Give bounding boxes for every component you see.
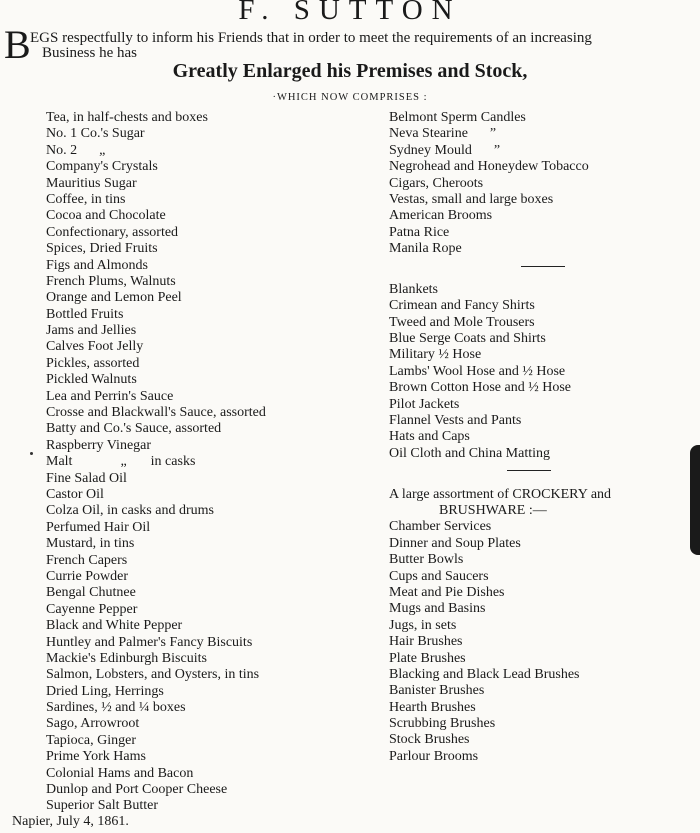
ditto-mark: ” bbox=[489, 126, 497, 142]
list-item: Lea and Perrin's Sauce bbox=[46, 388, 174, 404]
list-item: Prime York Hams bbox=[46, 749, 146, 765]
list-item: Belmont Sperm Candles bbox=[389, 110, 526, 125]
list-item: No. 1 Co.'s Sugar bbox=[46, 126, 145, 142]
list-item: Pilot Jackets bbox=[389, 396, 460, 412]
list-item: Superior Salt Butter bbox=[46, 798, 158, 814]
ditto-mark: „ bbox=[99, 142, 106, 158]
list-item: Black and White Pepper bbox=[46, 618, 183, 634]
list-item: Castor Oil bbox=[46, 486, 104, 502]
grocery-list bbox=[46, 110, 266, 815]
divider-rule bbox=[521, 266, 565, 267]
list-item: Bengal Chutnee bbox=[46, 585, 136, 601]
list-item: Colonial Hams and Bacon bbox=[46, 765, 194, 781]
drop-cap: B bbox=[4, 22, 31, 67]
list-item: Jugs, in sets bbox=[389, 617, 457, 633]
list-item: Salmon, Lobsters, and Oysters, in tins bbox=[46, 667, 260, 683]
list-item: Sago, Arrowroot bbox=[46, 716, 140, 732]
list-item: Dunlop and Port Cooper Cheese bbox=[46, 782, 228, 798]
sundries-list bbox=[389, 110, 611, 765]
list-item: Orange and Lemon Peel bbox=[46, 290, 182, 306]
section-divider bbox=[389, 266, 611, 282]
dateline: Napier, July 4, 1861. bbox=[12, 814, 129, 829]
in-casks-note: in casks bbox=[150, 454, 196, 470]
list-item: Crosse and Blackwall's Sauce, assorted bbox=[46, 405, 266, 421]
ink-blot bbox=[690, 445, 700, 555]
list-item: Cayenne Pepper bbox=[46, 601, 138, 617]
ditto-mark: ” bbox=[493, 142, 501, 158]
list-item: Perfumed Hair Oil bbox=[46, 519, 151, 535]
list-item: Neva Stearine ” bbox=[389, 126, 497, 142]
list-item: Confectionary, assorted bbox=[46, 224, 179, 240]
list-item: Malt „ in casks bbox=[46, 454, 196, 470]
ditto-mark: „ bbox=[120, 454, 127, 470]
list-item: Blankets bbox=[389, 281, 438, 297]
list-item: Spices, Dried Fruits bbox=[46, 241, 158, 257]
list-item: French Capers bbox=[46, 552, 128, 568]
list-item: Hearth Brushes bbox=[389, 699, 476, 715]
list-item: Bottled Fruits bbox=[46, 306, 124, 322]
list-item: Hair Brushes bbox=[389, 634, 463, 650]
list-item: Jams and Jellies bbox=[46, 323, 137, 339]
list-item: Brown Cotton Hose and ½ Hose bbox=[389, 380, 571, 396]
list-item: Banister Brushes bbox=[389, 683, 485, 699]
subheadline: ·WHICH NOW COMPRISES : bbox=[272, 92, 428, 103]
list-item: Pickles, assorted bbox=[46, 355, 140, 371]
list-item: Blue Serge Coats and Shirts bbox=[389, 331, 546, 347]
list-item: Vestas, small and large boxes bbox=[389, 191, 554, 207]
list-item: Plate Brushes bbox=[389, 650, 466, 666]
list-item: Tapioca, Ginger bbox=[46, 732, 136, 748]
list-item: Tea, in half-chests and boxes bbox=[46, 110, 208, 125]
list-item: Flannel Vests and Pants bbox=[389, 413, 522, 429]
list-item: Cigars, Cheroots bbox=[389, 175, 484, 191]
list-item: Fine Salad Oil bbox=[46, 470, 127, 486]
list-item: Military ½ Hose bbox=[389, 347, 482, 363]
list-item: Batty and Co.'s Sauce, assorted bbox=[46, 421, 222, 437]
list-item: Figs and Almonds bbox=[46, 257, 148, 273]
list-item: Colza Oil, in casks and drums bbox=[46, 503, 214, 519]
ink-dot bbox=[30, 452, 33, 455]
divider-rule bbox=[507, 470, 551, 471]
list-item: Sydney Mould ” bbox=[389, 142, 501, 158]
list-item: Crimean and Fancy Shirts bbox=[389, 298, 535, 314]
list-item: Mackie's Edinburgh Biscuits bbox=[46, 650, 207, 666]
advertiser-name: F. SUTTON bbox=[238, 0, 462, 26]
list-item: Negrohead and Honeydew Tobacco bbox=[389, 159, 589, 175]
list-item: Mugs and Basins bbox=[389, 601, 486, 617]
list-item: Raspberry Vinegar bbox=[46, 437, 152, 453]
list-item: Parlour Brooms bbox=[389, 748, 479, 764]
list-item: Blacking and Black Lead Brushes bbox=[389, 666, 580, 682]
list-item: Manila Rope bbox=[389, 241, 462, 257]
list-item: American Brooms bbox=[389, 208, 493, 224]
list-item: Oil Cloth and China Matting bbox=[389, 445, 550, 461]
list-item: Meat and Pie Dishes bbox=[389, 584, 505, 600]
list-item: Dried Ling, Herrings bbox=[46, 683, 164, 699]
crockery-heading-line-1: A large assortment of CROCKERY and bbox=[389, 486, 612, 502]
section-divider bbox=[389, 470, 611, 486]
list-item: Huntley and Palmer's Fancy Biscuits bbox=[46, 634, 253, 650]
headline: Greatly Enlarged his Premises and Stock, bbox=[172, 60, 528, 82]
list-item: Cups and Saucers bbox=[389, 568, 489, 584]
list-item: French Plums, Walnuts bbox=[46, 273, 176, 289]
list-item: Cocoa and Chocolate bbox=[46, 208, 166, 224]
list-item: No. 2 „ bbox=[46, 142, 106, 158]
list-item: Mustard, in tins bbox=[46, 536, 135, 552]
list-item: Pickled Walnuts bbox=[46, 372, 137, 388]
intro-line-1: EGS respectfully to inform his Friends that in order to meet the requirements of an increasing bbox=[30, 30, 592, 46]
list-item: Coffee, in tins bbox=[46, 191, 126, 207]
list-item: Scrubbing Brushes bbox=[389, 716, 496, 732]
list-item: Stock Brushes bbox=[389, 732, 470, 748]
list-item: Butter Bowls bbox=[389, 552, 464, 568]
list-item: Tweed and Mole Trousers bbox=[389, 314, 535, 330]
list-item: Company's Crystals bbox=[46, 159, 158, 175]
list-item: Hats and Caps bbox=[389, 429, 470, 445]
list-item: Dinner and Soup Plates bbox=[389, 535, 521, 551]
intro-line-2: Business he has bbox=[42, 45, 137, 61]
list-item: Patna Rice bbox=[389, 224, 450, 240]
crockery-heading-line-2: BRUSHWARE :— bbox=[439, 502, 547, 518]
list-item: Sardines, ½ and ¼ boxes bbox=[46, 700, 186, 716]
list-item: Calves Foot Jelly bbox=[46, 339, 144, 355]
list-item: Currie Powder bbox=[46, 568, 129, 584]
list-item: Chamber Services bbox=[389, 519, 492, 535]
list-item: Mauritius Sugar bbox=[46, 175, 137, 191]
list-item: Lambs' Wool Hose and ½ Hose bbox=[389, 363, 566, 379]
